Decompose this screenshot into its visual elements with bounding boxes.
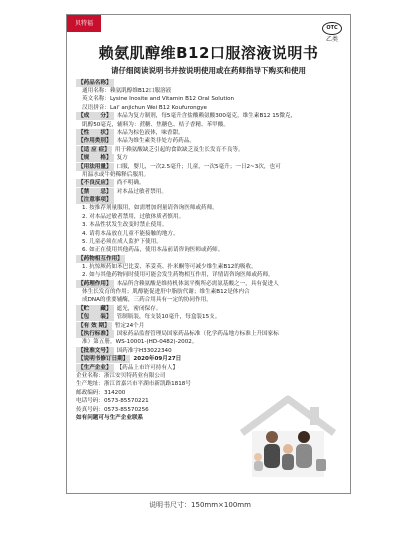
adverse-text: 尚不明确。 <box>116 180 145 187</box>
standard-line-1: 国家药品监督管理局国家药品标准（化学药品地方标准上升国家标 <box>116 330 279 337</box>
leaflet-size-caption: 说明书尺寸：150mm×100mm <box>149 501 251 509</box>
appearance-label: 【性 状】 <box>78 130 112 137</box>
usage-label: 【用法用量】 <box>78 163 112 170</box>
pharmacology-line-2: 体生长发育的作用；肌醇能促进肝中脂肪代谢；维生素B12是体内合 <box>82 288 250 295</box>
fax-number: 传真号码：0573-85570256 <box>76 406 149 413</box>
approval-text: 国药准字H33022340 <box>116 347 172 354</box>
usage-line-2: 用温水或牛奶稀释后服用。 <box>82 172 150 179</box>
mah-tag: 【药品上市许可持有人】 <box>116 364 179 371</box>
leaflet-title: 赖氨肌醇维B12口服溶液说明书 <box>98 44 319 62</box>
adverse-label: 【不良反应】 <box>78 180 112 187</box>
revision-date: 2020年09月27日 <box>133 356 182 363</box>
contra-text: 对本品过敏者禁用。 <box>116 188 167 195</box>
category-label: 【作用类别】 <box>78 138 112 145</box>
interaction-item: 2. 如与其他药物同时使用可能会发生药物相互作用，详情请咨询医师或药师。 <box>82 272 274 279</box>
precaution-item: 3. 本品性状发生改变时禁止使用。 <box>82 222 168 229</box>
postal-code: 邮政编码：314200 <box>76 389 126 396</box>
appearance-text: 本品为棕色液体，味香甜。 <box>116 130 184 137</box>
precaution-item: 1. 按推荐剂量服用，如需增加剂量请咨询医师或药师。 <box>82 205 218 212</box>
pharmacology-label: 【药理作用】 <box>78 280 112 287</box>
precaution-item: 5. 儿童必须在成人监护下使用。 <box>82 238 162 245</box>
indication-text: 用于赖氨酸缺乏引起的食欲缺乏及生长发育不良等。 <box>114 146 244 153</box>
precautions-label: 【注意事项】 <box>78 197 112 204</box>
validity-label: 【有 效 期】 <box>78 322 110 329</box>
storage-text: 遮光，密闭保存。 <box>116 305 162 312</box>
revision-label: 【说明书修订日期】 <box>78 356 129 363</box>
otc-mark <box>322 22 342 44</box>
usage-line-1: 口服，婴儿，一次2.5毫升；儿童，一次5毫升；一日2~3次，也可 <box>116 163 281 170</box>
standard-label: 【执行标准】 <box>78 330 112 337</box>
pharmacology-line-1: 本品所含赖氨酸是维持机体氮平衡所必需氨基酸之一，具有促进人 <box>116 280 279 287</box>
contra-label: 【禁 忌】 <box>78 188 112 195</box>
company-name: 企业名称：浙江安贝特药业有限公司 <box>76 373 166 379</box>
spec-text: 复方 <box>116 155 128 162</box>
composition-line-1: 本品为复方制剂，每5毫升含盐酸赖氨酸300毫克，维生素B12 15微克， <box>116 113 297 120</box>
precaution-item: 2. 对本品过敏者禁用，过敏体质者慎用。 <box>82 213 185 220</box>
manufacturer-label: 【生产企业】 <box>78 364 112 371</box>
precaution-item: 6. 如正在使用其他药品，使用本品前请咨询医师或药师。 <box>82 247 224 254</box>
company-address: 生产地址：浙江省嘉兴市平湖市新凯路1818号 <box>76 381 191 388</box>
otc-badge: OTC <box>322 22 342 35</box>
contact-note: 如有问题可与生产企业联系 <box>76 415 144 422</box>
category-text: 本品为维生素类非处方药药品。 <box>116 138 195 145</box>
indication-label: 【适 应 症】 <box>78 146 110 153</box>
precaution-item: 4. 请将本品放在儿童不能接触的地方。 <box>82 230 179 237</box>
usage-warning: 请仔细阅读说明书并按说明使用或在药师指导下购买和使用 <box>111 66 306 75</box>
phone-number: 电话号码：0573-85570221 <box>76 398 149 405</box>
validity-text: 暂定24个月 <box>114 322 145 329</box>
generic-name: 通用名称：赖氨肌醇维B12口服溶液 <box>82 88 172 94</box>
leaflet-sheet <box>66 14 351 494</box>
composition-label: 【成 分】 <box>78 113 112 120</box>
english-name: 英文名称：Lysine Inosite and Vitamin B12 Oral Solution <box>82 96 235 103</box>
composition-line-2: 肌醇50毫克，辅料为：蔗糖、焦糖色、桔子香精、苯甲酸。 <box>82 121 229 128</box>
storage-label: 【贮 藏】 <box>78 305 112 312</box>
package-label: 【包 装】 <box>78 314 112 321</box>
standard-line-2: 准）第五册，WS-10001-(HD-0482)-2002。 <box>82 339 198 346</box>
pinyin-name: 汉语拼音：Lai' anjichun Wei B12 Koufurongye <box>82 104 207 111</box>
otc-class: 乙类 <box>325 36 338 43</box>
pharmacology-line-3: 成DNA的重要辅酶，三药合用具有一定的协同作用。 <box>82 297 212 304</box>
leaflet-content <box>76 79 342 422</box>
spec-label: 【规 格】 <box>78 155 112 162</box>
interaction-item: 1. 抗惊厥药如苯巴比妥、苯妥英、扑米酮等可减少维生素B12的吸收。 <box>82 263 257 270</box>
package-text: 管制瓶装，每支装10毫升，每盒装15支。 <box>116 314 221 321</box>
family-house-illustration <box>236 393 340 477</box>
drug-name-label: 【药品名称】 <box>78 80 112 86</box>
brand-tab: 贝特福 <box>67 15 101 32</box>
interactions-label: 【药物相互作用】 <box>78 255 123 262</box>
approval-label: 【批准文号】 <box>78 347 112 354</box>
